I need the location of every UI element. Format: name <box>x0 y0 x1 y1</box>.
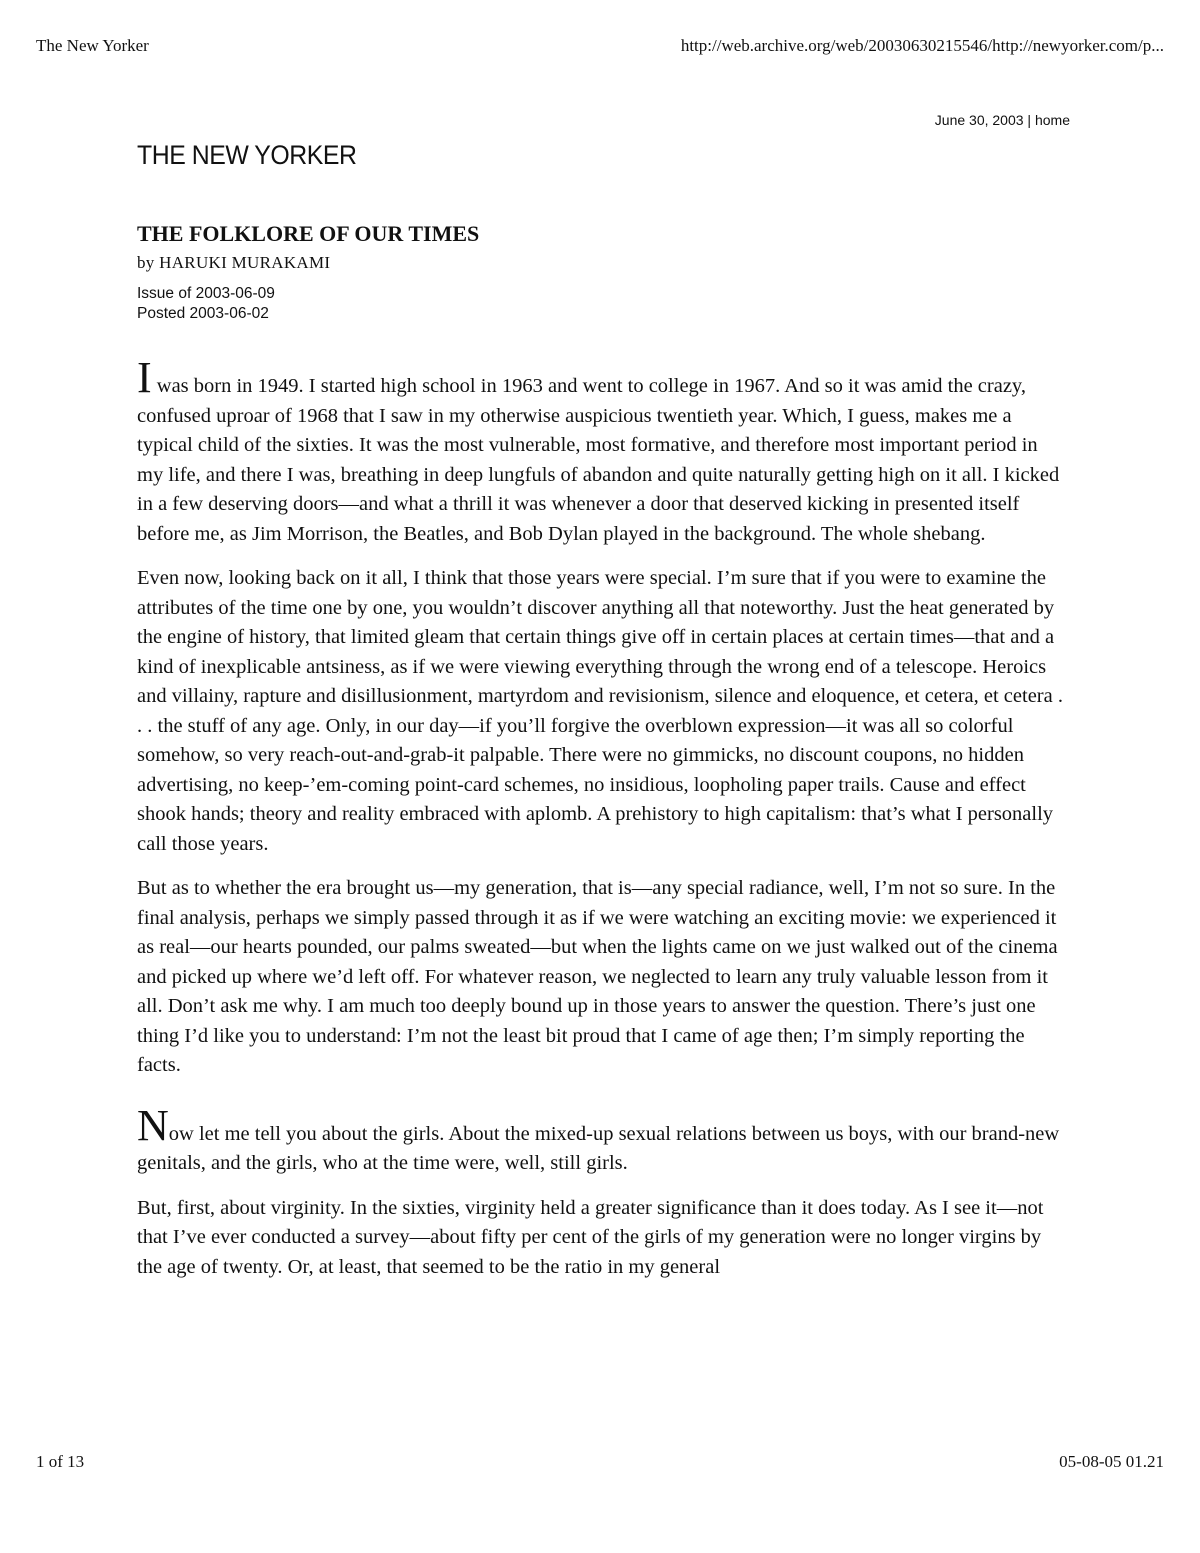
paragraph-1 <box>137 353 1067 549</box>
issue-date: June 30, 2003 | <box>934 112 1035 128</box>
drop-cap: I <box>137 353 152 402</box>
paragraph-4 <box>137 1100 1067 1179</box>
article-body <box>137 353 1067 1282</box>
article <box>137 220 1067 1297</box>
article-byline: by HARUKI MURAKAMI <box>137 253 331 272</box>
page-count: 1 of 13 <box>36 1452 85 1471</box>
print-header-url: http://web.archive.org/web/20030630215546/http://newyorker.com/p... <box>680 36 1164 55</box>
home-link[interactable]: home <box>1034 112 1070 128</box>
article-title: THE FOLKLORE OF OUR TIMES <box>137 221 480 246</box>
masthead-logo[interactable]: THE NEW YORKER <box>137 140 357 170</box>
drop-cap: N <box>137 1100 169 1150</box>
paragraph-3: But as to whether the era brought us—my generation, that is—any special radiance, well, I’m not so sure. In the final analysis, perhaps we simply passed through it as if we were watching an exciting movie: we experienced it as real—our hearts pounded, our palms sweated—but when the lights came on we just walked out of the cinema and picked up where we’d left off. For whatever reason, we neglected to learn any truly valuable lesson from it all. Don’t ask me why. I am much too deeply bound up in those years to answer the question. There’s just one thing I’d like you to understand: I’m not the least bit proud that I came of age then; I’m simply reporting the facts. <box>137 877 1058 1076</box>
paragraph-text: was born in 1949. I started high school in 1963 and went to college in 1967. And so it was amid the crazy, confused uproar of 1968 that I saw in my otherwise auspicious twentieth year. Which, I guess, makes me a typical child of the sixties. It was the most vulnerable, most formative, and therefore most important period in my life, and there I was, breathing in deep lungfuls of abandon and quite naturally getting high on it all. I kicked in a few deserving doors—and what a thrill it was whenever a door that deserved kicking in presented itself before me, as Jim Morrison, the Beatles, and Bob Dylan played in the background. The whole shebang. <box>137 375 1060 545</box>
paragraph-2: Even now, looking back on it all, I think that those years were special. I’m sure that if you were to examine the attributes of the time one by one, you wouldn’t discover anything all that noteworthy. Just the heat generated by the engine of history, that limited gleam that certain things give off in certain places at certain times—that and a kind of inexplicable antsiness, as if we were viewing everything through the wrong end of a telescope. Heroics and villainy, rapture and disillusionment, martyrdom and revisionism, silence and eloquence, et cetera, et cetera . . . the stuff of any age. Only, in our day—if you’ll forgive the overblown expression—it was all so colorful somehow, so very reach-out-and-grab-it palpable. There were no gimmicks, no discount coupons, no hidden advertising, no keep-’em-coming point-card schemes, no insidious, loopholing paper trails. Cause and effect shook hands; theory and reality embraced with aplomb. A prehistory to high capitalism: that’s what I personally call those years. <box>137 567 1063 855</box>
print-header-title: The New Yorker <box>36 36 149 55</box>
date-line <box>935 112 1070 128</box>
print-timestamp: 05-08-05 01.21 <box>1059 1452 1164 1471</box>
paragraph-5: But, first, about virginity. In the sixties, virginity held a greater significance than it does today. As I see it—not that I’ve ever conducted a survey—about fifty per cent of the girls of my generation were no longer virgins by the age of twenty. Or, at least, that seemed to be the ratio in my general <box>137 1196 1044 1278</box>
posted-info: Posted 2003-06-02 <box>137 305 269 322</box>
issue-info: Issue of 2003-06-09 <box>137 285 275 302</box>
article-meta <box>137 284 1067 324</box>
paragraph-text: ow let me tell you about the girls. About the mixed-up sexual relations between us boys, with our brand-new genitals, and the girls, who at the time were, well, still girls. <box>137 1122 1060 1174</box>
